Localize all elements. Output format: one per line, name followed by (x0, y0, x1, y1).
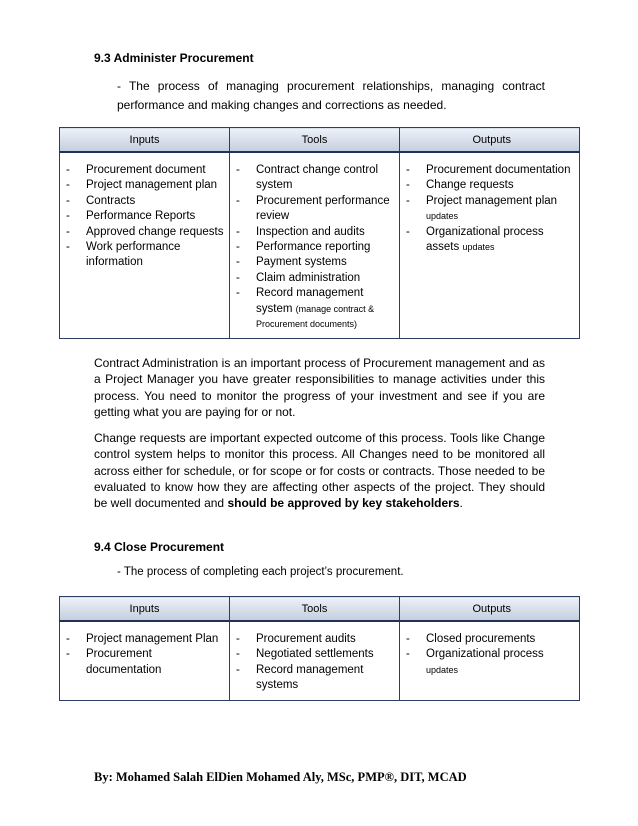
close-procurement-table (59, 596, 580, 701)
list-item: - Contracts (64, 194, 225, 209)
list-item: - Procurement documentation (404, 163, 575, 178)
record-management-note: (manage contract & Procurement documents) (256, 303, 375, 330)
table-header-tools: Tools (230, 128, 400, 153)
list-item: - Procurement document (64, 163, 225, 178)
list-item: - Payment systems (234, 255, 395, 270)
list-item: - Negotiated settlements (234, 647, 395, 662)
inputs-cell (60, 152, 230, 339)
table-header-outputs: Outputs (400, 128, 580, 153)
list-item (404, 225, 575, 256)
list-item: - Procurement documentation (64, 647, 225, 678)
pm-plan-label: Project management plan (426, 194, 558, 207)
list-item: - Project management Plan (64, 632, 225, 647)
outputs-cell (400, 152, 580, 339)
section-heading-administer-procurement: 9.3 Administer Procurement (94, 51, 254, 65)
list-item: - Approved change requests (64, 225, 225, 240)
inputs-cell (60, 621, 230, 700)
list-item: - Contract change control system (234, 163, 395, 194)
section-description-line1: - The process of managing procurement relationships, managing contract (117, 79, 545, 93)
list-item: - Record management systems (234, 663, 395, 694)
list-item: - Change requests (404, 178, 575, 193)
list-item: - Project management plan (64, 178, 225, 193)
paragraph-change-requests-bold: should be approved by key stakeholders (227, 496, 460, 511)
opa-note: updates (426, 664, 459, 675)
list-item: - Procurement audits (234, 632, 395, 647)
list-item: - Claim administration (234, 271, 395, 286)
list-item: - Performance reporting (234, 240, 395, 255)
paragraph-contract-administration: Contract Administration is an important process of Procurement management and as a Project Manager you have greater responsibilities to manage activities under this process. You need to monitor the progress of your investment and see if you are getting what you are paying for or not. (94, 356, 545, 419)
list-item (404, 647, 575, 678)
paragraph-change-requests-end: . (459, 496, 463, 511)
list-item: - Closed procurements (404, 632, 575, 647)
section-description-close: - The process of completing each project’s procurement. (117, 566, 404, 578)
page-footer-author: By: Mohamed Salah ElDien Mohamed Aly, MSc, PMP®, DIT, MCAD (94, 770, 467, 784)
list-item: - Work performance information (64, 240, 225, 271)
paragraph-change-requests (94, 430, 545, 511)
list-item: - Inspection and audits (234, 225, 395, 240)
record-management-label: Record management system (256, 287, 364, 315)
table-header-inputs: Inputs (60, 128, 230, 153)
list-item: - Performance Reports (64, 209, 225, 224)
paragraph-change-requests-text: Change requests are important expected outcome of this process. Tools like Change control system helps to monitor this process. All Changes need to be monitored all across either for schedule, or for scope or for costs or contracts. Those needed to be evaluated to know how they are affecting other aspects of the project. They should be well documented and (94, 431, 545, 511)
section-heading-close-procurement: 9.4 Close Procurement (94, 540, 225, 554)
section-description-line2: performance and making changes and corrections as needed. (117, 98, 447, 112)
opa-note: updates (462, 242, 495, 253)
administer-procurement-table (59, 127, 580, 339)
table-header-inputs: Inputs (60, 597, 230, 622)
pm-plan-note: updates (426, 211, 459, 222)
tools-cell (230, 621, 400, 700)
tools-cell (230, 152, 400, 339)
opa-label: Organizational process (426, 648, 544, 661)
list-item (234, 286, 395, 332)
table-header-tools: Tools (230, 597, 400, 622)
table-header-outputs: Outputs (400, 597, 580, 622)
outputs-cell (400, 621, 580, 700)
list-item: - Procurement performance review (234, 194, 395, 225)
opa-label: Organizational process assets (426, 225, 544, 254)
list-item (404, 194, 575, 225)
